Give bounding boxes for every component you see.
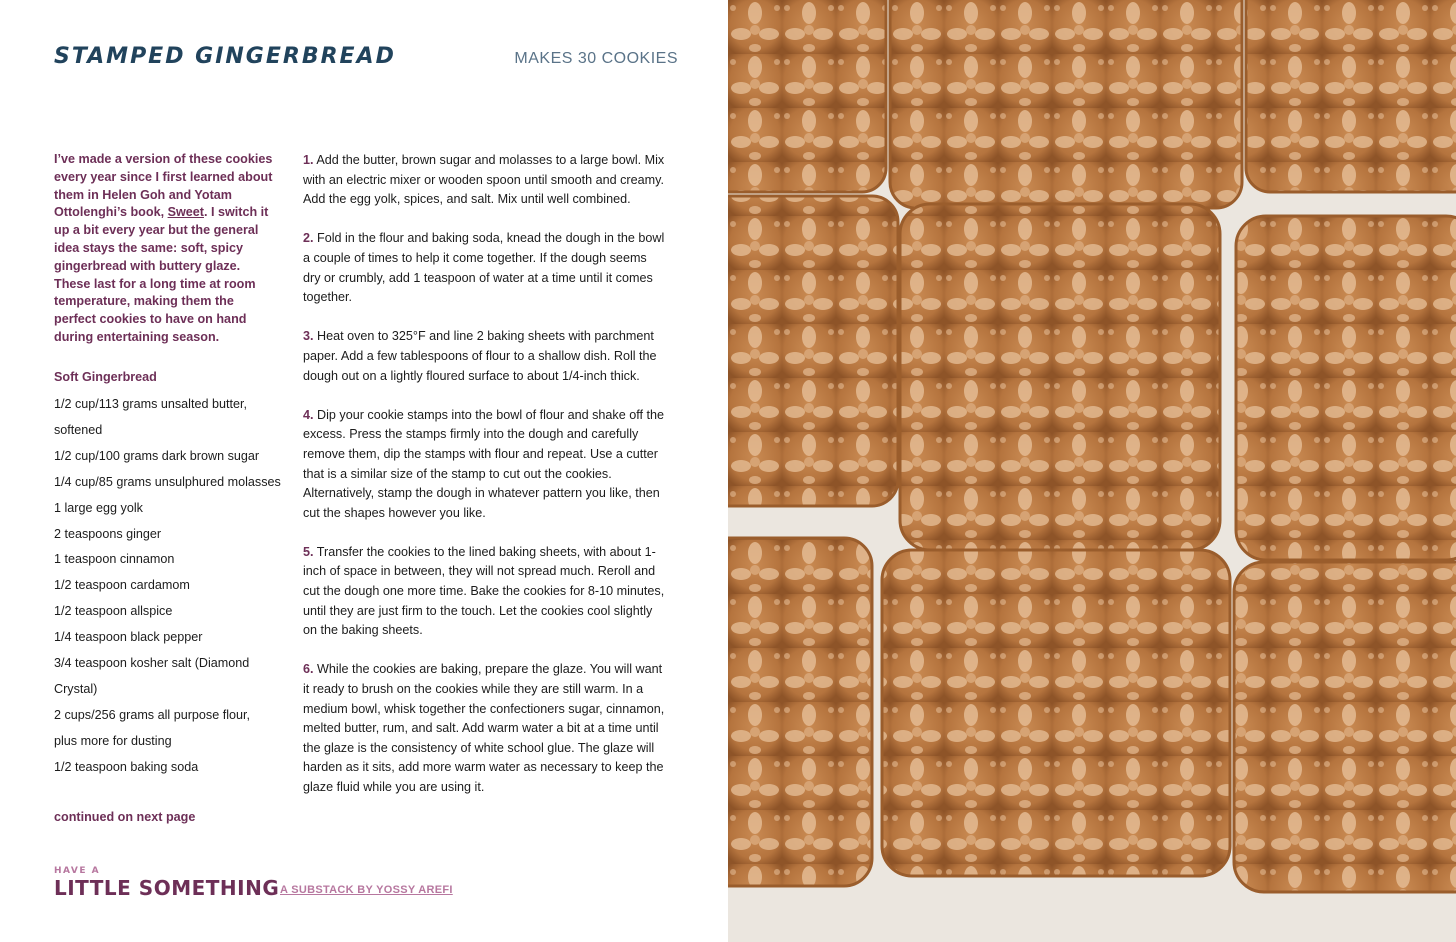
step-number: 4. — [303, 407, 314, 422]
ingredient-item: 1/2 teaspoon baking soda — [54, 759, 199, 774]
ingredient-item: 3/4 teaspoon kosher salt (Diamond — [54, 656, 250, 671]
step-number: 5. — [303, 544, 314, 559]
method-step — [303, 543, 665, 641]
step-number: 6. — [303, 662, 314, 677]
step-text: Transfer the cookies to the lined baking sheets, with about 1-inch of space in between, they will not spread much. Reroll and cut the dough one more time. Bake the cookies for 8-10 minutes, until they are just firm to the touch. Let the cookies cool slightly on the baking sheets. — [303, 544, 665, 638]
step-number: 1. — [303, 153, 314, 167]
ingredients-list — [54, 392, 290, 781]
step-text: Dip your cookie stamps into the bowl of flour and shake off the excess. Press the stamps firmly into the dough and carefully remove them, dip the stamps with flour and repeat. Use a cutter that is a similar size of the stamp to cut out the cookies. Alternatively, stamp the dough in whatever pattern you like, then cut the shapes however you like. — [303, 407, 665, 520]
method-step — [303, 327, 665, 386]
cookie — [1236, 216, 1456, 560]
ingredient-item: softened — [54, 422, 103, 437]
step-number: 2. — [303, 231, 314, 246]
ingredient-item: 1/2 cup/100 grams dark brown sugar — [54, 448, 260, 463]
step-number: 3. — [303, 329, 314, 344]
cookie — [1246, 0, 1456, 192]
cookie — [728, 0, 886, 192]
ingredient-item: 1/4 teaspoon black pepper — [54, 630, 203, 645]
cookie — [1234, 562, 1456, 892]
brand-logo-main: LITTLE SOMETHING — [54, 876, 280, 900]
ingredient-item: 1/2 teaspoon allspice — [54, 604, 173, 619]
method-steps — [303, 151, 665, 817]
ingredient-item: 2 cups/256 grams all purpose flour, — [54, 707, 251, 722]
cookie-grid — [728, 0, 1456, 892]
ingredient-item: 1/4 cup/85 grams unsulphured molasses — [54, 474, 281, 489]
method-step — [303, 229, 665, 307]
continued-note: continued on next page — [54, 810, 196, 824]
cookie — [728, 196, 898, 506]
step-text: Fold in the flour and baking soda, knead the dough in the bowl a couple of times to help it come together. If the dough seems dry or crumbly, add 1 teaspoon of water at a time until it comes together. — [303, 231, 665, 305]
method-step — [303, 660, 665, 797]
ingredient-item: plus more for dusting — [54, 733, 172, 748]
ingredient-item: 1/2 teaspoon cardamom — [54, 578, 190, 593]
cookie — [900, 204, 1220, 550]
recipe-title: STAMPED GINGERBREAD — [54, 44, 396, 69]
ingredient-item: Crystal) — [54, 681, 98, 696]
cookies-photo — [728, 0, 1456, 942]
ingredient-item: 1/2 cup/113 grams unsalted butter, — [54, 397, 247, 411]
ingredients-section-title: Soft Gingerbread — [54, 370, 157, 384]
cookie — [890, 0, 1242, 208]
intro-text-end: . I switch it up a bit every year but the general idea stays the same: soft, spicy gingerbread with buttery glaze. These last for a long time at room temperature, making them the perfect cookies to have on hand during entertaining season. — [54, 205, 269, 344]
cookie — [728, 538, 872, 886]
substack-link[interactable]: A SUBSTACK BY YOSSY AREFI — [280, 884, 453, 896]
step-text: Heat oven to 325°F and line 2 baking sheets with parchment paper. Add a few tablespoons of flour to a shallow dish. Roll the dough out on a lightly floured surface to about 1/4-inch thick. — [303, 329, 657, 383]
cookie — [882, 550, 1230, 876]
step-text: Add the butter, brown sugar and molasses to a large bowl. Mix with an electric mixer or wooden spoon until smooth and creamy. Add the egg yolk, spices, and salt. Mix until well combined. — [303, 153, 665, 207]
brand-logo-small: HAVE A — [54, 866, 101, 876]
method-step — [303, 406, 665, 524]
ingredient-item: 1 large egg yolk — [54, 500, 143, 515]
step-text: While the cookies are baking, prepare the glaze. You will want it ready to brush on the cookies while they are still warm. In a medium bowl, whisk together the confectioners sugar, cinnamon, melted butter, rum, and salt. Add warm water a bit at a time until the glaze is the consistency of white school glue. The glaze will harden as it sits, add more warm water as necessary to keep the glaze fluid while you are using it. — [303, 662, 665, 794]
ingredient-item: 2 teaspoons ginger — [54, 526, 162, 541]
recipe-intro — [54, 151, 276, 347]
book-link[interactable]: Sweet — [167, 205, 204, 220]
brand-logo[interactable] — [54, 866, 279, 900]
ingredient-item: 1 teaspoon cinnamon — [54, 552, 175, 567]
recipe-yield: MAKES 30 COOKIES — [514, 50, 678, 67]
method-step — [303, 151, 665, 210]
cookies-photo-image — [728, 0, 1456, 942]
intro-text-start: I’ve made a version of these cookies every year since I first learned about them in Helen Goh and Yotam Ottolenghi’s book, — [54, 152, 273, 220]
